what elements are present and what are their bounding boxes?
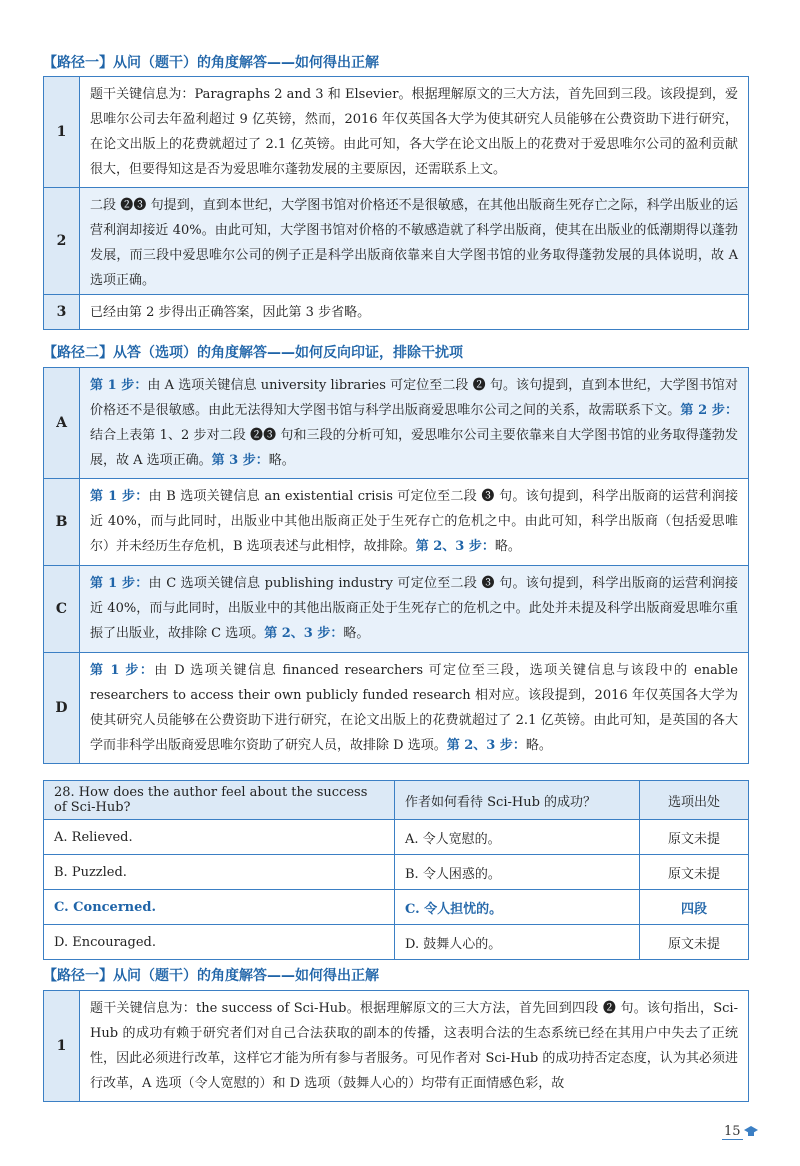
step-label: 2: [44, 188, 80, 294]
analysis-text: 略。: [343, 626, 370, 641]
step-text: 题干关键信息为：the success of Sci-Hub。根据理解原文的三大方法，首先回到四段 ❷ 句。该句指出，Sci-Hub 的成功有赖于研究者们对自己合法获取的副本的传播，这表明合法的生态系统已经在其用户中失去了正统性，因此必须进行改革，这样它才能为所有参与者服务。可见作者对 Sci-Hub 的成功持否定态度，认为其必须进行改革，A 选项（令人宽慰的）和 D 选项（鼓舞人心的）均带有正面情感色彩，故: [90, 1001, 738, 1091]
option-en: A. Relieved.: [44, 820, 395, 855]
step-marker: 第 2、3 步：: [446, 738, 526, 753]
step-text: 已经由第 2 步得出正确答案，因此第 3 步省略。: [90, 305, 371, 320]
table-row: [44, 77, 748, 187]
step-marker: 第 1 步：: [90, 576, 149, 591]
option-source: 原文未提: [640, 925, 749, 960]
section-title-path1: 【路径一】从问（题干）的角度解答——如何得出正解: [43, 55, 379, 71]
step-label: 3: [44, 295, 80, 329]
question-header-row: [44, 781, 749, 820]
analysis-text: 略。: [494, 539, 521, 554]
section-title-path1-b: 【路径一】从问（题干）的角度解答——如何得出正解: [43, 968, 379, 984]
step-text: 二段 ❷❸ 句提到，直到本世纪，大学图书馆对价格还不是很敏感，在其他出版商生死存亡之际，科学出版业的运营利润却接近 40%。由此可知，大学图书馆对价格的不敏感造就了科学出版商，使其在出版业的低潮期得以蓬勃发展，而三段中爱思唯尔公司的例子正是科学出版商依靠来自大学图书馆的业务取得蓬勃发展的具体说明，故 A 选项正确。: [90, 198, 738, 288]
option-en: C. Concerned.: [44, 890, 395, 925]
table-row: [44, 187, 748, 294]
option-label: C: [44, 566, 80, 652]
step-marker: 第 1 步：: [90, 663, 155, 678]
analysis-text: 由 D 选项关键信息 financed researchers 可定位至三段，选项关键信息与该段中的 enable researchers to access their own publicly funded research 相对应。该段提到，2016 年仅英国各大学为使其研究人员能够在公费资助下进行研究，在论文出版上的花费就超过了 2.1 亿英镑。由此可知，是英国的各大学而非科学出版商爱思唯尔资助了研究人员，故排除 D 选项。: [90, 663, 738, 753]
option-source: 原文未提: [640, 820, 749, 855]
option-source: 四段: [640, 890, 749, 925]
option-cn: D. 鼓舞人心的。: [395, 925, 640, 960]
analysis-text: 略。: [525, 738, 552, 753]
table-row: [44, 652, 748, 763]
step-label: 1: [44, 991, 80, 1101]
option-source: 原文未提: [640, 855, 749, 890]
table-row: [44, 478, 748, 565]
option-analysis-c: [80, 566, 748, 652]
step-marker: 第 3 步：: [211, 453, 269, 468]
table-row: [44, 368, 748, 478]
option-analysis-a: [80, 368, 748, 478]
analysis-text: 由 B 选项关键信息 an existential crisis 可定位至二段 ❸ 句。该句提到，科学出版商的运营利润接近 40%，而与此同时，出版业中其他出版商正处于生死存亡的危机之中。由此可知，科学出版商（包括爱思唯尔）并未经历生存危机，B 选项表述与此相悖，故排除。: [90, 489, 738, 554]
question-en: 28. How does the author feel about the success of Sci-Hub?: [44, 781, 395, 820]
page-number: 15: [724, 1124, 741, 1139]
option-label: A: [44, 368, 80, 478]
table-row: [44, 565, 748, 652]
step-marker: 第 1 步：: [90, 489, 149, 504]
analysis-text: 由 C 选项关键信息 publishing industry 可定位至二段 ❸ 句。该句提到，科学出版商的运营利润接近 40%，而与此同时，出版业中的其他出版商正处于生死存亡的危机之中。此处并未提及科学出版商爱思唯尔重振了出版业，故排除 C 选项。: [90, 576, 738, 641]
graduation-cap-icon: [744, 1126, 758, 1136]
step-marker: 第 2、3 步：: [415, 539, 495, 554]
step-text: 题干关键信息为：Paragraphs 2 and 3 和 Elsevier。根据理解原文的三大方法，首先回到三段。该段提到，爱思唯尔公司去年盈利超过 9 亿英镑，然而，2016 年仅英国各大学为使其研究人员能够在公费资助下进行研究，在论文出版上的花费就超过了 2.1 亿英镑。由此可知，各大学在论文出版上的花费对于爱思唯尔公司的盈利贡献很大，但要得知这是否为爱思唯尔蓬勃发展的主要原因，还需联系上文。: [90, 87, 738, 177]
path2-table: [43, 367, 749, 764]
option-cn: B. 令人困惑的。: [395, 855, 640, 890]
path1-table: [43, 76, 749, 330]
option-row: [44, 820, 749, 855]
question-cn: 作者如何看待 Sci-Hub 的成功？: [395, 781, 640, 820]
option-label: B: [44, 479, 80, 565]
analysis-text: 略。: [268, 453, 295, 468]
option-analysis-b: [80, 479, 748, 565]
step-marker: 第 2、3 步：: [264, 626, 344, 641]
option-label: D: [44, 653, 80, 763]
option-cn: C. 令人担忧的。: [395, 890, 640, 925]
step-marker: 第 2 步：: [680, 403, 738, 418]
option-row: [44, 855, 749, 890]
analysis-text: 由 A 选项关键信息 university libraries 可定位至二段 ❷ 句。该句提到，直到本世纪，大学图书馆对价格还不是很敏感。由此无法得知大学图书馆与科学出版商爱思唯尔公司之间的关系，故需联系下文。: [90, 378, 738, 418]
option-cn: A. 令人宽慰的。: [395, 820, 640, 855]
question-table: [43, 780, 749, 960]
step-marker: 第 1 步：: [90, 378, 148, 393]
section-title-path2: 【路径二】从答（选项）的角度解答——如何反向印证，排除干扰项: [43, 345, 463, 361]
option-en: B. Puzzled.: [44, 855, 395, 890]
option-row: [44, 925, 749, 960]
option-row-correct: [44, 890, 749, 925]
table-row: [44, 294, 748, 329]
source-header: 选项出处: [640, 781, 749, 820]
option-en: D. Encouraged.: [44, 925, 395, 960]
path1-table-b: [43, 990, 749, 1102]
option-analysis-d: [80, 653, 748, 763]
table-row: [44, 991, 748, 1101]
step-label: 1: [44, 77, 80, 187]
analysis-text: 结合上表第 1、2 步对二段 ❷❸ 句和三段的分析可知，爱思唯尔公司主要依靠来自大学图书馆的业务取得蓬勃发展，故 A 选项正确。: [90, 428, 738, 468]
